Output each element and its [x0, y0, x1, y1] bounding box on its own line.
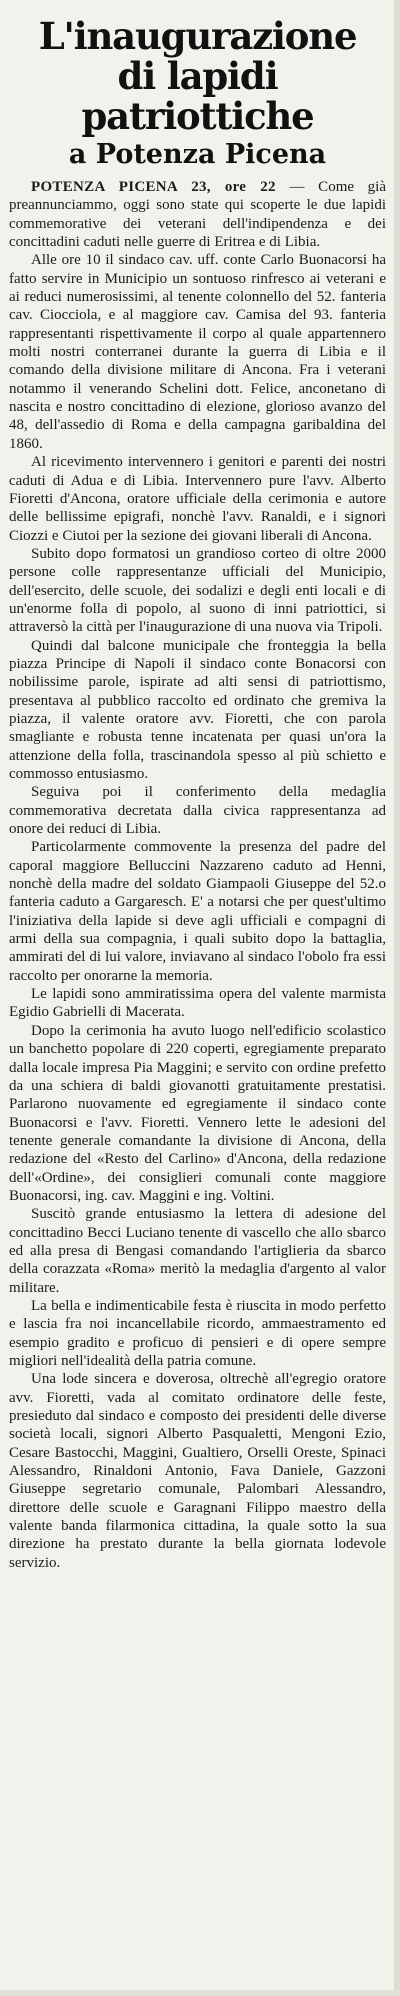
article-paragraph: Seguiva poi il conferimento della medaglia commemorativa decretata dalla civica rappresentanza ad onore dei reduci di Libia. [9, 784, 386, 838]
article-paragraph: Una lode sincera e doverosa, oltrechè all'egregio oratore avv. Fioretti, vada al comitato ordinatore delle feste, presieduto dal sindaco e composto dei presidenti delle diverse società locali, signori Alberto Pasqualetti, Mengoni Ezio, Cesare Bastocchi, Maggini, Gualtiero, Orselli Oreste, Spinaci Alessandro, Rinaldoni Antonio, Fava Daniele, Gazzoni Giuseppe segretario comunale, Palombari Alessandro, direttore delle scuole e Garagnani Filippo maestro della valente banda filarmonica cittadina, la quale sotto la sua direzione ha prestato durante la bella giornata lodevole servizio. [9, 1371, 386, 1571]
subheadline: a Potenza Picena [68, 139, 327, 170]
article-paragraph [9, 178, 386, 251]
headline-line-2: di lapidi patriottiche [81, 54, 314, 138]
page-bottom-edge [0, 1990, 400, 1996]
article-paragraph: Suscitò grande entusiasmo la lettera di adesione del concittadino Becci Luciano tenente di vascello che allo sbarco ed alla presa di Bengasi comandando l'artiglieria da sbarco della corazzata «Roma» meritò la medaglia d'argento al valor militare. [9, 1206, 386, 1296]
page-edge-shadow [394, 0, 400, 1996]
headline-line-1: L'inaugurazione [38, 14, 357, 58]
article-paragraph: Alle ore 10 il sindaco cav. uff. conte Carlo Buonacorsi ha fatto servire in Municipio un sontuoso rinfresco ai veterani e ai reduci numerosissimi, al tenente colonnello del 52. fanteria cav. Ciocciola, e al maggiore cav. Camisa del 93. fanteria rappresentanti rispettivamente il corpo al quale appartennero molti nostri conterranei durante la guerra di Libia e il comando della divisione militare di Ancona. Fra i veterani notammo il venerando Schelini dott. Felice, anconetano di nascita e nostro concittadino di elezione, glorioso avanzo del 48, dell'assedio di Roma e della campagna garibaldina del 1860. [9, 252, 386, 452]
article-paragraph: Subito dopo formatosi un grandioso corteo di oltre 2000 persone colle rappresentanze ufficiali del Municipio, dell'esercito, delle scuole, dei sodalizi e degli enti locali e di un'enorme folla di popolo, al suono di inni patriottici, si attraversò la città per l'inaugurazione di una nuova via Tripoli. [9, 545, 386, 636]
article-paragraph: La bella e indimenticabile festa è riuscita in modo perfetto e lascia fra noi incancellabile ricordo, ammaestramento ed esempio gradito e proficuo di pensieri e di opere sempre migliori nell'idealità della patria comune. [9, 1297, 386, 1369]
article-paragraph: Particolarmente commovente la presenza del padre del caporal maggiore Belluccini Nazzareno caduto ad Henni, nonchè della madre del soldato Giampaoli Giuseppe del 52.o fanteria caduto a Gargaresch. E' a notarsi che per quest'ultimo l'iniziativa della lapide si deve agli ufficiali e compagni di armi della sua compagnia, i quali subito dopo la battaglia, ammirati del di lui valore, inviavano al sindaco l'obolo fra essi raccolto per onorarne la memoria. [9, 839, 386, 984]
article-body [9, 178, 386, 1572]
article-paragraph: Al ricevimento intervennero i genitori e parenti dei nostri caduti di Adua e di Libia. Intervennero pure l'avv. Alberto Fioretti d'Ancona, oratore ufficiale della cerimonia e autore delle bellissime epigrafi, nonchè l'avv. Ranaldi, e i signori Ciozzi e Ciutoi per la sezione dei giovani liberali di Ancona. [9, 454, 386, 544]
dateline: POTENZA PICENA 23, ore 22 [31, 179, 276, 195]
article-paragraph: Dopo la cerimonia ha avuto luogo nell'edificio scolastico un banchetto popolare di 220 coperti, egregiamente preparato dalla locale impresa Pia Maggini; e servito con ordine prefetto da una schiera di baldi giovanotti gratuitamente prestatisi. Parlarono nuovamente ed egregiamente il sindaco conte Buonacorsi e l'avv. Fioretti. Vennero lette le adesioni del tenente generale comandante la divisione di Ancona, della redazione del «Resto del Carlino» d'Ancona, della redazione dell'«Ordine», dei consiglieri comunali conte maggiore Buonacorsi, ing. cav. Maggini e ing. Voltini. [9, 1022, 386, 1204]
lead-text: — Come già preannunciammo, oggi sono state qui scoperte le due lapidi commemorative dei veterani dell'indipendenza e dei concittadini caduti nelle guerre di Eritrea e di Libia. [9, 179, 387, 251]
article-paragraph: Le lapidi sono ammiratissima opera del valente marmista Egidio Gabrielli di Macerata. [9, 986, 386, 1021]
article-paragraph: Quindi dal balcone municipale che fronteggia la bella piazza Principe di Napoli il sindaco conte Bonacorsi con nobilissime parole, ispirate ad alti sensi di patriottismo, presentava al pubblico raccolto ed ordinato che gremiva la piazza, il valente oratore avv. Fioretti, che con parola smagliante e robusta tenne incatenata per quasi un'ora la attenzione della folla, trascinandola spesso al più schietto e commosso entusiasmo. [9, 637, 386, 782]
headline [9, 16, 386, 136]
